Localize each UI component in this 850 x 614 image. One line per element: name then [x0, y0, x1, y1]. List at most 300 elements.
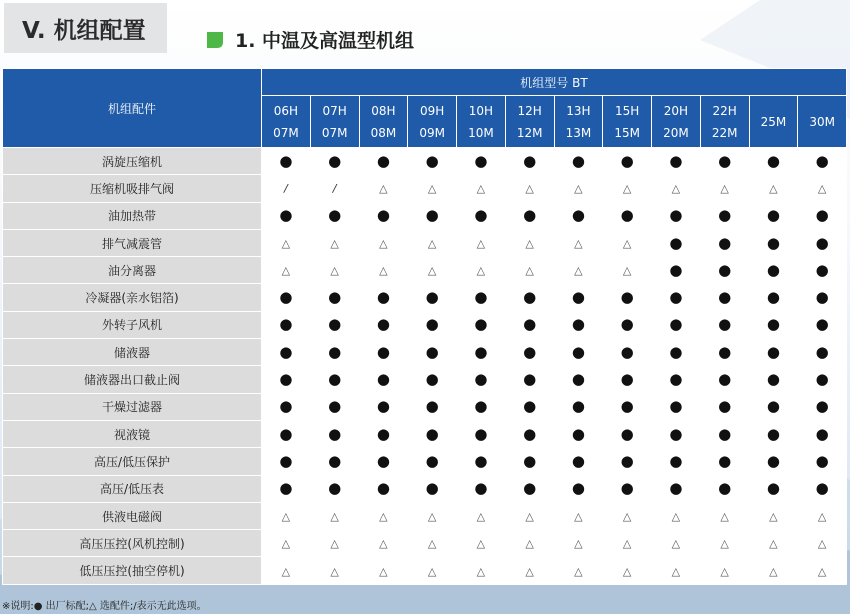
optional-mark: △ — [574, 182, 583, 196]
config-cell — [749, 448, 798, 475]
config-cell — [505, 311, 554, 338]
part-name: 视液镜 — [3, 420, 262, 447]
standard-mark: ● — [815, 397, 829, 416]
config-cell — [700, 311, 749, 338]
config-cell — [603, 530, 652, 557]
standard-mark: ● — [523, 451, 537, 470]
table-row — [3, 448, 847, 475]
config-cell — [262, 311, 311, 338]
standard-mark: ● — [425, 315, 439, 334]
config-cell — [310, 257, 359, 284]
standard-mark: ● — [425, 424, 439, 443]
config-cell — [408, 175, 457, 202]
model-column-header — [262, 96, 311, 148]
standard-mark: ● — [766, 370, 780, 389]
standard-mark: ● — [279, 424, 293, 443]
standard-mark: ● — [571, 315, 585, 334]
model-code: 07H — [322, 103, 347, 118]
standard-mark: ● — [669, 479, 683, 498]
config-cell — [798, 475, 847, 502]
config-cell — [700, 366, 749, 393]
config-cell — [310, 530, 359, 557]
standard-mark: ● — [328, 342, 342, 361]
standard-mark: ● — [523, 315, 537, 334]
part-name: 高压压控(风机控制) — [3, 530, 262, 557]
config-cell — [798, 175, 847, 202]
optional-mark: △ — [476, 182, 486, 196]
standard-mark: ● — [718, 315, 732, 334]
standard-mark: ● — [376, 451, 390, 470]
standard-mark: ● — [571, 342, 585, 361]
config-cell — [652, 448, 701, 475]
model-code: 13H — [566, 103, 591, 118]
config-cell — [359, 202, 408, 229]
model-code: 09M — [419, 125, 445, 140]
config-cell — [310, 475, 359, 502]
model-column-header — [603, 96, 652, 148]
config-cell — [749, 530, 798, 557]
config-cell — [310, 448, 359, 475]
optional-mark: △ — [671, 510, 681, 523]
config-cell — [457, 229, 506, 256]
model-code: 25M — [760, 114, 787, 129]
parts-column-header: 机组配件 — [3, 69, 262, 148]
config-cell — [554, 557, 603, 584]
table-row — [3, 339, 847, 366]
config-cell — [408, 148, 457, 175]
config-cell — [505, 175, 554, 202]
standard-mark: ● — [425, 288, 439, 307]
optional-mark: △ — [281, 537, 291, 551]
standard-mark: ● — [328, 451, 342, 470]
part-name: 冷凝器(亲水铝箔) — [3, 284, 262, 311]
leaf-icon — [205, 30, 225, 50]
table-header — [3, 69, 847, 148]
optional-mark: △ — [622, 510, 632, 523]
config-cell — [457, 557, 506, 584]
standard-mark: ● — [718, 424, 732, 443]
standard-mark: ● — [279, 397, 293, 416]
optional-mark: △ — [769, 182, 778, 196]
standard-mark: ● — [328, 397, 342, 416]
config-cell — [310, 393, 359, 420]
model-code: 08H — [371, 103, 396, 118]
config-cell — [798, 393, 847, 420]
standard-mark: ● — [376, 151, 390, 170]
standard-mark: ● — [425, 479, 439, 498]
model-column-header — [457, 96, 506, 148]
standard-mark: ● — [571, 151, 585, 170]
config-cell — [749, 257, 798, 284]
standard-mark: ● — [718, 260, 732, 279]
config-cell — [554, 148, 603, 175]
config-cell — [749, 229, 798, 256]
config-cell — [554, 448, 603, 475]
header-row-group — [3, 69, 847, 96]
config-cell — [505, 148, 554, 175]
config-cell — [554, 366, 603, 393]
model-code: 20M — [663, 125, 689, 140]
standard-mark: ● — [718, 233, 732, 252]
standard-mark: ● — [328, 206, 342, 225]
table-row — [3, 148, 847, 175]
standard-mark: ● — [474, 370, 488, 389]
config-cell — [798, 557, 847, 584]
part-name: 外转子风机 — [3, 311, 262, 338]
standard-mark: ● — [669, 151, 683, 170]
config-cell — [554, 202, 603, 229]
config-cell — [700, 148, 749, 175]
standard-mark: ● — [376, 424, 390, 443]
config-cell — [798, 311, 847, 338]
model-code: 20H — [663, 103, 689, 118]
standard-mark: ● — [571, 397, 585, 416]
part-name: 油加热带 — [3, 202, 262, 229]
standard-mark: ● — [620, 370, 634, 389]
part-name: 高压/低压表 — [3, 475, 262, 502]
standard-mark: ● — [571, 288, 585, 307]
model-code: 07M — [321, 125, 348, 140]
standard-mark: ● — [620, 479, 634, 498]
optional-mark: △ — [379, 264, 388, 278]
part-name: 油分离器 — [3, 257, 262, 284]
optional-mark: △ — [330, 264, 339, 278]
standard-mark: ● — [620, 315, 634, 334]
standard-mark: ● — [766, 151, 780, 170]
model-code: 22H — [712, 103, 737, 118]
config-cell — [359, 175, 408, 202]
optional-mark: △ — [525, 182, 534, 196]
config-cell — [505, 257, 554, 284]
model-group-header: 机组型号 BT — [262, 69, 847, 96]
standard-mark: ● — [376, 206, 390, 225]
standard-mark: ● — [474, 342, 488, 361]
standard-mark: ● — [425, 397, 439, 416]
config-cell — [359, 393, 408, 420]
not-available-mark: / — [284, 182, 288, 196]
standard-mark: ● — [279, 315, 293, 334]
config-cell — [505, 366, 554, 393]
config-cell — [408, 530, 457, 557]
standard-mark: ● — [328, 315, 342, 334]
model-code: 12H — [517, 103, 542, 118]
config-cell — [652, 502, 701, 529]
config-cell — [798, 530, 847, 557]
config-cell — [505, 339, 554, 366]
config-cell — [408, 257, 457, 284]
standard-mark: ● — [669, 342, 683, 361]
config-cell — [359, 502, 408, 529]
standard-mark: ● — [620, 288, 634, 307]
standard-mark: ● — [620, 342, 634, 361]
config-cell — [262, 393, 311, 420]
standard-mark: ● — [669, 315, 683, 334]
standard-mark: ● — [376, 342, 390, 361]
config-cell — [700, 557, 749, 584]
standard-mark: ● — [718, 342, 732, 361]
optional-mark: △ — [622, 237, 632, 251]
config-cell — [603, 175, 652, 202]
config-cell — [700, 229, 749, 256]
config-cell — [310, 284, 359, 311]
standard-mark: ● — [474, 479, 488, 498]
standard-mark: ● — [815, 315, 829, 334]
config-cell — [310, 502, 359, 529]
optional-mark: △ — [574, 237, 583, 251]
optional-mark: △ — [622, 182, 632, 196]
standard-mark: ● — [376, 315, 390, 334]
subtitle-text: 1. 中温及高温型机组 — [235, 30, 415, 52]
config-cell — [798, 257, 847, 284]
standard-mark: ● — [279, 370, 293, 389]
optional-mark: △ — [622, 264, 632, 278]
config-cell — [603, 420, 652, 447]
config-cell — [505, 393, 554, 420]
config-cell — [262, 257, 311, 284]
config-cell — [359, 420, 408, 447]
config-cell — [457, 148, 506, 175]
config-cell — [749, 557, 798, 584]
table-row — [3, 366, 847, 393]
standard-mark: ● — [474, 288, 488, 307]
standard-mark: ● — [766, 397, 780, 416]
config-cell — [700, 257, 749, 284]
config-cell — [457, 311, 506, 338]
optional-mark: △ — [330, 564, 339, 578]
optional-mark: △ — [427, 264, 437, 278]
subtitle — [205, 26, 414, 53]
optional-mark: △ — [671, 182, 681, 196]
config-cell — [749, 202, 798, 229]
standard-mark: ● — [766, 206, 780, 225]
table-row — [3, 420, 847, 447]
standard-mark: ● — [718, 479, 732, 498]
config-cell — [505, 530, 554, 557]
config-cell — [603, 148, 652, 175]
config-cell — [652, 393, 701, 420]
config-cell — [603, 339, 652, 366]
optional-mark: △ — [476, 564, 486, 578]
part-name: 高压/低压保护 — [3, 448, 262, 475]
optional-mark: △ — [622, 564, 632, 578]
standard-mark: ● — [328, 424, 342, 443]
config-cell — [554, 284, 603, 311]
standard-mark: ● — [766, 315, 780, 334]
config-cell — [554, 175, 603, 202]
optional-mark: △ — [720, 537, 729, 551]
config-cell — [749, 148, 798, 175]
config-cell — [798, 202, 847, 229]
config-cell — [603, 475, 652, 502]
config-cell — [457, 475, 506, 502]
optional-mark: △ — [720, 510, 729, 523]
optional-mark: △ — [379, 537, 388, 551]
table-row — [3, 557, 847, 584]
standard-mark: ● — [815, 342, 829, 361]
optional-mark: △ — [281, 510, 291, 523]
config-cell — [408, 284, 457, 311]
config-cell — [652, 557, 701, 584]
config-cell — [603, 502, 652, 529]
optional-mark: △ — [379, 237, 388, 251]
table-row — [3, 175, 847, 202]
table-row — [3, 475, 847, 502]
standard-mark: ● — [376, 288, 390, 307]
standard-mark: ● — [571, 479, 585, 498]
optional-mark: △ — [574, 564, 583, 578]
standard-mark: ● — [669, 397, 683, 416]
config-cell — [408, 393, 457, 420]
optional-mark: △ — [525, 537, 534, 551]
config-cell — [359, 448, 408, 475]
optional-mark: △ — [525, 510, 534, 523]
standard-mark: ● — [620, 151, 634, 170]
config-cell — [408, 448, 457, 475]
optional-mark: △ — [525, 264, 534, 278]
config-cell — [359, 148, 408, 175]
optional-mark: △ — [574, 510, 583, 523]
optional-mark: △ — [379, 510, 388, 523]
config-cell — [262, 420, 311, 447]
config-cell — [310, 339, 359, 366]
optional-mark: △ — [525, 237, 534, 251]
config-cell — [700, 202, 749, 229]
part-name: 供液电磁阀 — [3, 502, 262, 529]
config-cell — [554, 311, 603, 338]
standard-mark: ● — [279, 288, 293, 307]
model-code: 15M — [614, 125, 640, 140]
config-cell — [262, 475, 311, 502]
config-cell — [505, 202, 554, 229]
config-cell — [457, 502, 506, 529]
config-cell — [749, 366, 798, 393]
config-cell — [408, 229, 457, 256]
config-cell — [262, 366, 311, 393]
config-cell — [457, 257, 506, 284]
standard-mark: ● — [328, 288, 342, 307]
standard-mark: ● — [571, 424, 585, 443]
optional-mark: △ — [427, 237, 437, 251]
table-row — [3, 311, 847, 338]
standard-mark: ● — [279, 479, 293, 498]
optional-mark: △ — [525, 564, 534, 578]
config-cell — [798, 448, 847, 475]
table-row — [3, 502, 847, 529]
standard-mark: ● — [425, 342, 439, 361]
part-name: 储液器出口截止阀 — [3, 366, 262, 393]
optional-mark: △ — [379, 564, 388, 578]
standard-mark: ● — [766, 451, 780, 470]
optional-mark: △ — [671, 537, 681, 551]
config-cell — [359, 339, 408, 366]
model-code: 13M — [565, 125, 592, 140]
config-cell — [408, 420, 457, 447]
config-cell — [749, 420, 798, 447]
config-cell — [359, 366, 408, 393]
table-row — [3, 229, 847, 256]
standard-mark: ● — [718, 370, 732, 389]
config-cell — [554, 393, 603, 420]
standard-mark: ● — [620, 206, 634, 225]
config-cell — [700, 420, 749, 447]
standard-mark: ● — [766, 479, 780, 498]
config-cell — [262, 530, 311, 557]
standard-mark: ● — [571, 370, 585, 389]
standard-mark: ● — [425, 206, 439, 225]
config-cell — [603, 229, 652, 256]
optional-mark: △ — [330, 537, 339, 551]
optional-mark: △ — [622, 537, 632, 551]
table-row — [3, 530, 847, 557]
standard-mark: ● — [425, 370, 439, 389]
config-cell — [505, 557, 554, 584]
config-cell — [262, 557, 311, 584]
config-cell — [505, 420, 554, 447]
config-cell — [262, 175, 311, 202]
config-cell — [408, 366, 457, 393]
config-cell — [700, 284, 749, 311]
config-cell — [749, 475, 798, 502]
standard-mark: ● — [376, 370, 390, 389]
section-title-text: V. 机组配置 — [22, 17, 146, 44]
standard-mark: ● — [620, 424, 634, 443]
standard-mark: ● — [328, 370, 342, 389]
standard-mark: ● — [718, 397, 732, 416]
config-cell — [749, 175, 798, 202]
standard-mark: ● — [815, 260, 829, 279]
model-code: 09H — [419, 103, 445, 118]
optional-mark: △ — [574, 264, 583, 278]
optional-mark: △ — [769, 510, 778, 523]
config-cell — [603, 366, 652, 393]
config-cell — [262, 148, 311, 175]
standard-mark: ● — [279, 151, 293, 170]
config-cell — [700, 530, 749, 557]
standard-mark: ● — [718, 206, 732, 225]
standard-mark: ● — [523, 342, 537, 361]
optional-mark: △ — [720, 564, 729, 578]
table-row — [3, 257, 847, 284]
optional-mark: △ — [379, 182, 388, 196]
config-cell — [457, 366, 506, 393]
standard-mark: ● — [328, 479, 342, 498]
model-code: 07M — [273, 125, 299, 140]
part-name: 干燥过滤器 — [3, 393, 262, 420]
standard-mark: ● — [766, 288, 780, 307]
config-cell — [262, 202, 311, 229]
config-cell — [505, 284, 554, 311]
config-cell — [310, 148, 359, 175]
optional-mark: △ — [769, 537, 778, 551]
standard-mark: ● — [328, 151, 342, 170]
standard-mark: ● — [718, 151, 732, 170]
standard-mark: ● — [474, 451, 488, 470]
optional-mark: △ — [330, 510, 339, 523]
standard-mark: ● — [425, 151, 439, 170]
config-cell — [554, 339, 603, 366]
config-cell — [700, 475, 749, 502]
optional-mark: △ — [817, 182, 827, 196]
config-cell — [310, 229, 359, 256]
model-column-header — [700, 96, 749, 148]
standard-mark: ● — [620, 451, 634, 470]
standard-mark: ● — [523, 479, 537, 498]
model-code: 10M — [468, 125, 494, 140]
config-cell — [359, 475, 408, 502]
config-cell — [749, 393, 798, 420]
config-cell — [505, 502, 554, 529]
model-column-header — [798, 96, 847, 148]
